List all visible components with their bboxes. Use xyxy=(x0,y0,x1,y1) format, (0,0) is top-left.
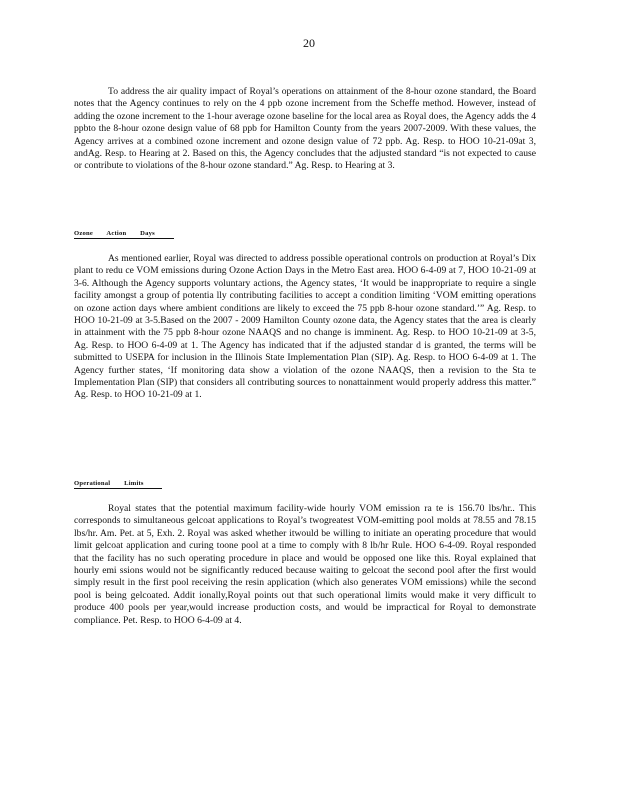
paragraph-operational-limits: Royal states that the potential maximum facility-wide hourly VOM emission ra te is 156.70 lbs/hr.. This corresponds to simultaneous gelcoat applications to Royal’s twogreatest VOM-emitting pool molds at 78.55 and 78.15 lbs/hr. Am. Pet. at 5, Exh. 2. Royal was asked whether itwould be willing to initiate an operating procedure that would limit gelcoat application and curing toone pool at a time to comply with 8 lb/hr Rule. HOO 6-4-09. Royal responded that the facility has no such operating procedure in place and would be opposed one like this. Royal explained that hourly emi ssions would not be significantly reduced because waiting to gelcoat the second pool after the first would simply result in the first pool receiving the resin application (which also generates VOM emissions) while the second pool is being gelcoated. Addit ionally,Royal points out that such operational limits would make it very difficult to produce 400 pools per year,would increase production costs, and would be impractical for Royal to demonstrate compliance. Pet. Resp. to HOO 6-4-09 at 4. xyxy=(74,503,536,626)
paragraph-ozone-increment: To address the air quality impact of Royal’s operations on attainment of the 8-hour ozone standard, the Board notes that the Agency continues to rely on the 4 ppb ozone increment from the Scheffe method. However, instead of adding the ozone increment to the 1-hour average ozone baseline for the local area as Royal does, the Agency adds the 4 ppbto the 8-hour ozone design value of 68 ppb for Hamilton County from the years 2007-2009. With these values, the Agency arrives at a combined ozone increment and ozone design value of 72 ppb. Ag. Resp. to HOO 10-21-09at 3, andAg. Resp. to Hearing at 2. Based on this, the Agency concludes that the adjusted standard “is not expected to cause or contribute to violations of the 8-hour ozone standard.” Ag. Resp. to Hearing at 3. xyxy=(74,86,536,172)
section-heading-operational-limits: Operational Limits xyxy=(74,480,162,489)
section-heading-ozone-action-days: Ozone Action Days xyxy=(74,230,174,239)
page-number: 20 xyxy=(303,36,315,50)
paragraph-ozone-action-days: As mentioned earlier, Royal was directed to address possible operational controls on production at Royal’s Dix plant to redu ce VOM emissions during Ozone Action Days in the Metro East area. HOO 6-4-09 at 7, HOO 10-21-09 at 3-6. Although the Agency supports voluntary actions, the Agency states, ‘It would be inappropriate to require a single facility amongst a group of potentia lly contributing facilities to accept a condition limiting ‘VOM emitting operations on ozone action days where ambient conditions are likely to exceed the 75 ppb 8-hour ozone standard.’” Ag. Resp. to HOO 10-21-09 at 3-5.Based on the 2007 - 2009 Hamilton County ozone data, the Agency states that the area is clearly in attainment with the 75 ppb 8-hour ozone NAAQS and no change is imminent. Ag. Resp. to HOO 10-21-09 at 3-5, Ag. Resp. to HOO 6-4-09 at 1. The Agency has indicated that if the adjusted standar d is granted, the terms will be submitted to USEPA for inclusion in the Illinois State Implementation Plan (SIP). Ag. Resp. to HOO 6-4-09 at 1. The Agency further states, ‘If monitoring data show a violation of the ozone NAAQS, then a revision to the Sta te Implementation Plan (SIP) that considers all contributing sources to nonattainment would properly address this matter.” Ag. Resp. to HOO 10-21-09 at 1. xyxy=(74,253,536,401)
